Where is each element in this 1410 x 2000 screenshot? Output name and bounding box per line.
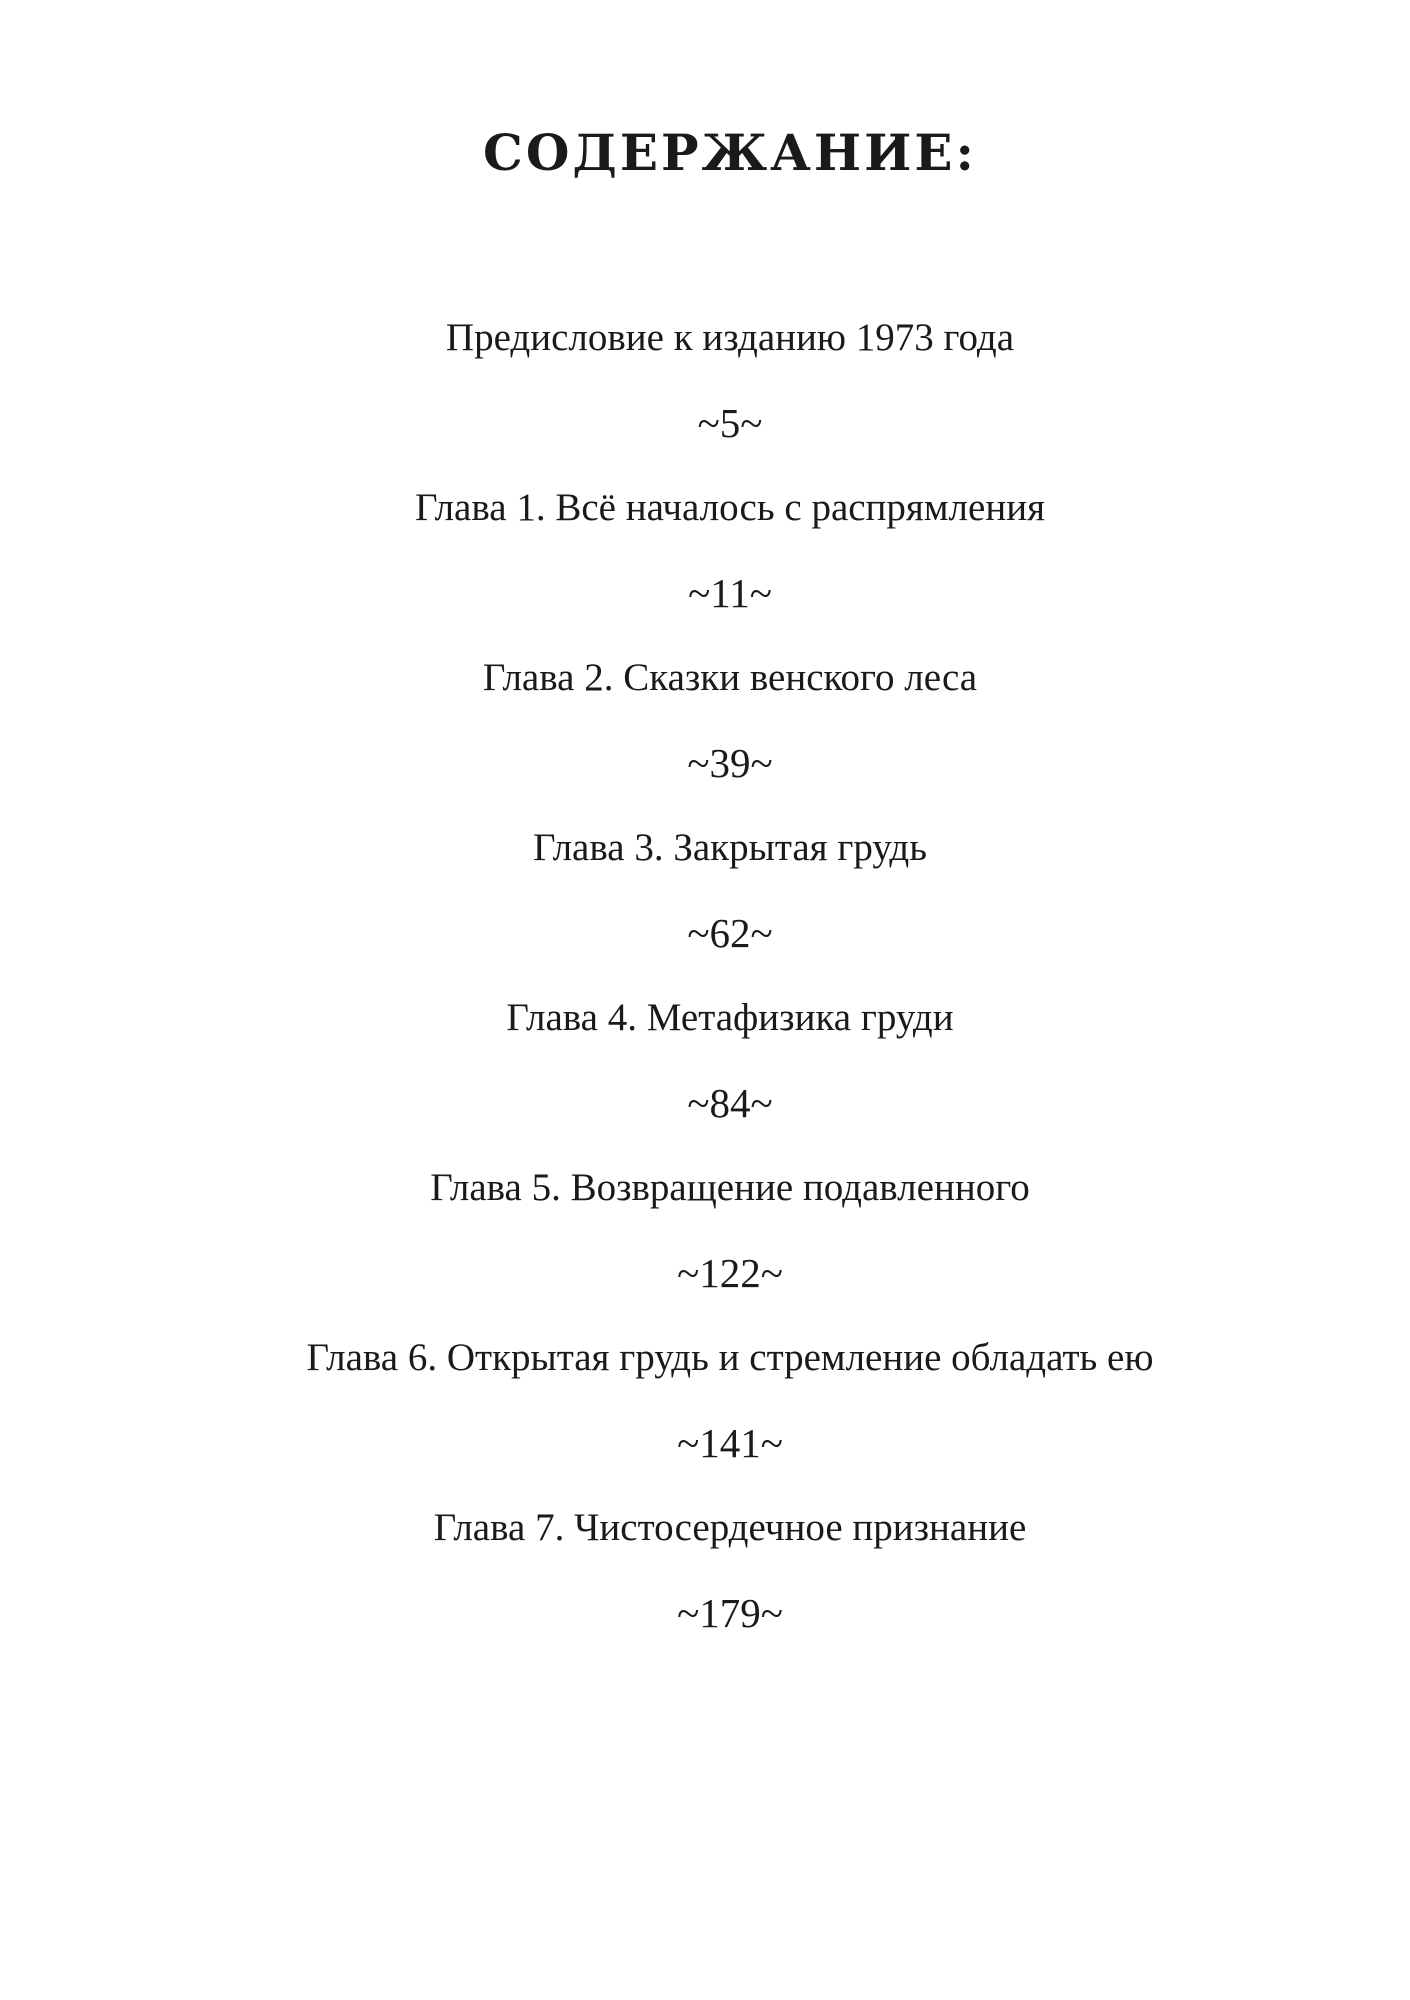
toc-entry-page-number: ~11~ — [688, 570, 772, 616]
toc-entry-title: Глава 4. Метафизика груди — [506, 996, 954, 1039]
toc-entry-chapter-2 — [0, 648, 1410, 818]
toc-entry-preface — [0, 308, 1410, 478]
toc-entry-chapter-5 — [0, 1158, 1410, 1328]
page-title: СОДЕРЖАНИЕ: — [483, 123, 977, 182]
toc-entry-chapter-1 — [0, 478, 1410, 648]
toc-entry-title: Глава 7. Чистосердечное признание — [433, 1506, 1027, 1549]
toc-entry-page-number: ~84~ — [687, 1080, 773, 1126]
toc-entry-chapter-4 — [0, 988, 1410, 1158]
toc-entry-chapter-7 — [0, 1498, 1410, 1668]
toc-entry-title: Глава 3. Закрытая грудь — [532, 826, 928, 869]
toc-entry-title: Глава 2. Сказки венского леса — [482, 656, 978, 699]
toc-entry-page-number: ~179~ — [677, 1590, 783, 1636]
toc-entry-title: Глава 1. Всё началось с распрямления — [414, 486, 1046, 529]
toc-entry-chapter-6 — [0, 1328, 1410, 1498]
toc-entry-chapter-3 — [0, 818, 1410, 988]
toc-entry-title: Глава 6. Открытая грудь и стремление обладать ею — [306, 1336, 1154, 1379]
toc-entry-title: Глава 5. Возвращение подавленного — [430, 1166, 1030, 1209]
toc-entry-page-number: ~122~ — [677, 1250, 783, 1296]
toc-entry-page-number: ~62~ — [687, 910, 773, 956]
toc-entry-page-number: ~39~ — [687, 740, 773, 786]
toc-entry-page-number: ~141~ — [677, 1420, 783, 1466]
toc-entry-title: Предисловие к изданию 1973 года — [445, 316, 1015, 359]
table-of-contents — [0, 308, 1410, 1668]
toc-entry-page-number: ~5~ — [697, 400, 763, 446]
